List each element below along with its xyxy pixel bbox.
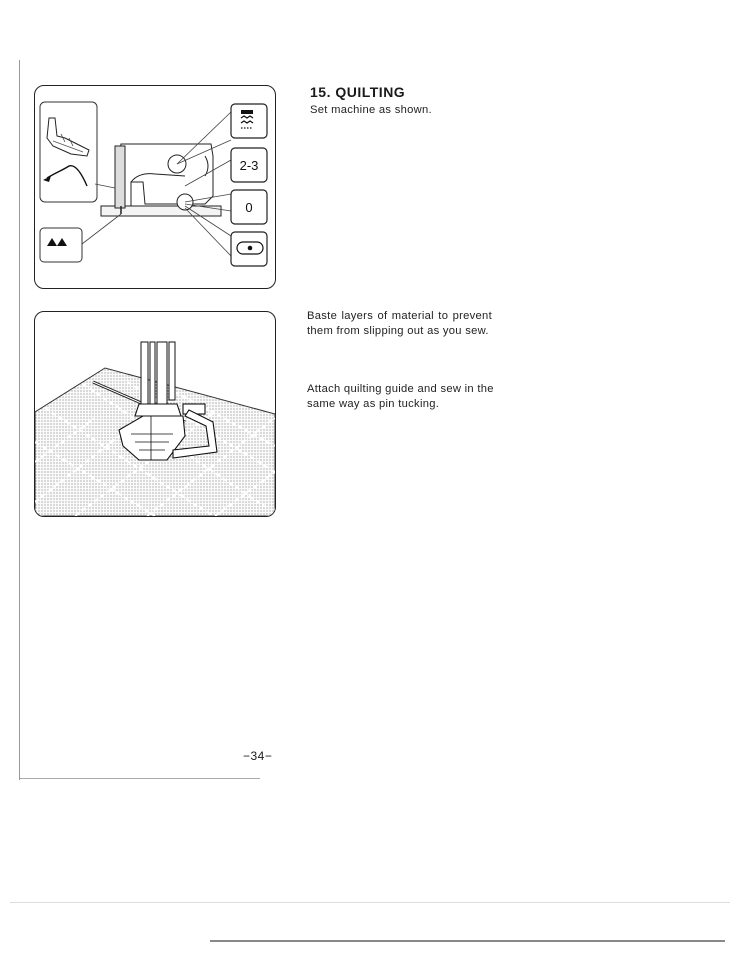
feed-dog-inset (40, 228, 82, 262)
section-subtitle: Set machine as shown. (310, 104, 432, 116)
bottom-scan-line (20, 778, 260, 779)
footer-scan-line (210, 940, 725, 942)
stitch-width-value: 0 (245, 200, 253, 215)
feed-dog-icon (47, 238, 67, 246)
instruction-baste: Baste layers of material to prevent them from slipping out as you sew. (307, 310, 492, 337)
presser-foot-inset (40, 102, 97, 202)
left-scan-edge (19, 60, 20, 780)
machine-settings-figure (34, 85, 276, 289)
button-position-icon (237, 242, 263, 254)
section-title: 15. QUILTING (310, 84, 406, 100)
button-position-setting (231, 232, 267, 266)
footer-faint-line (10, 902, 730, 903)
sewing-machine-drawing (101, 144, 221, 216)
page-number: −34− (243, 749, 273, 763)
stitch-length-value: 2-3 (239, 158, 259, 173)
instruction-attach-guide: Attach quilting guide and sew in the same way as pin tucking. (307, 383, 494, 410)
quilting-figure (34, 311, 276, 517)
stitch-pattern-setting (231, 104, 267, 138)
